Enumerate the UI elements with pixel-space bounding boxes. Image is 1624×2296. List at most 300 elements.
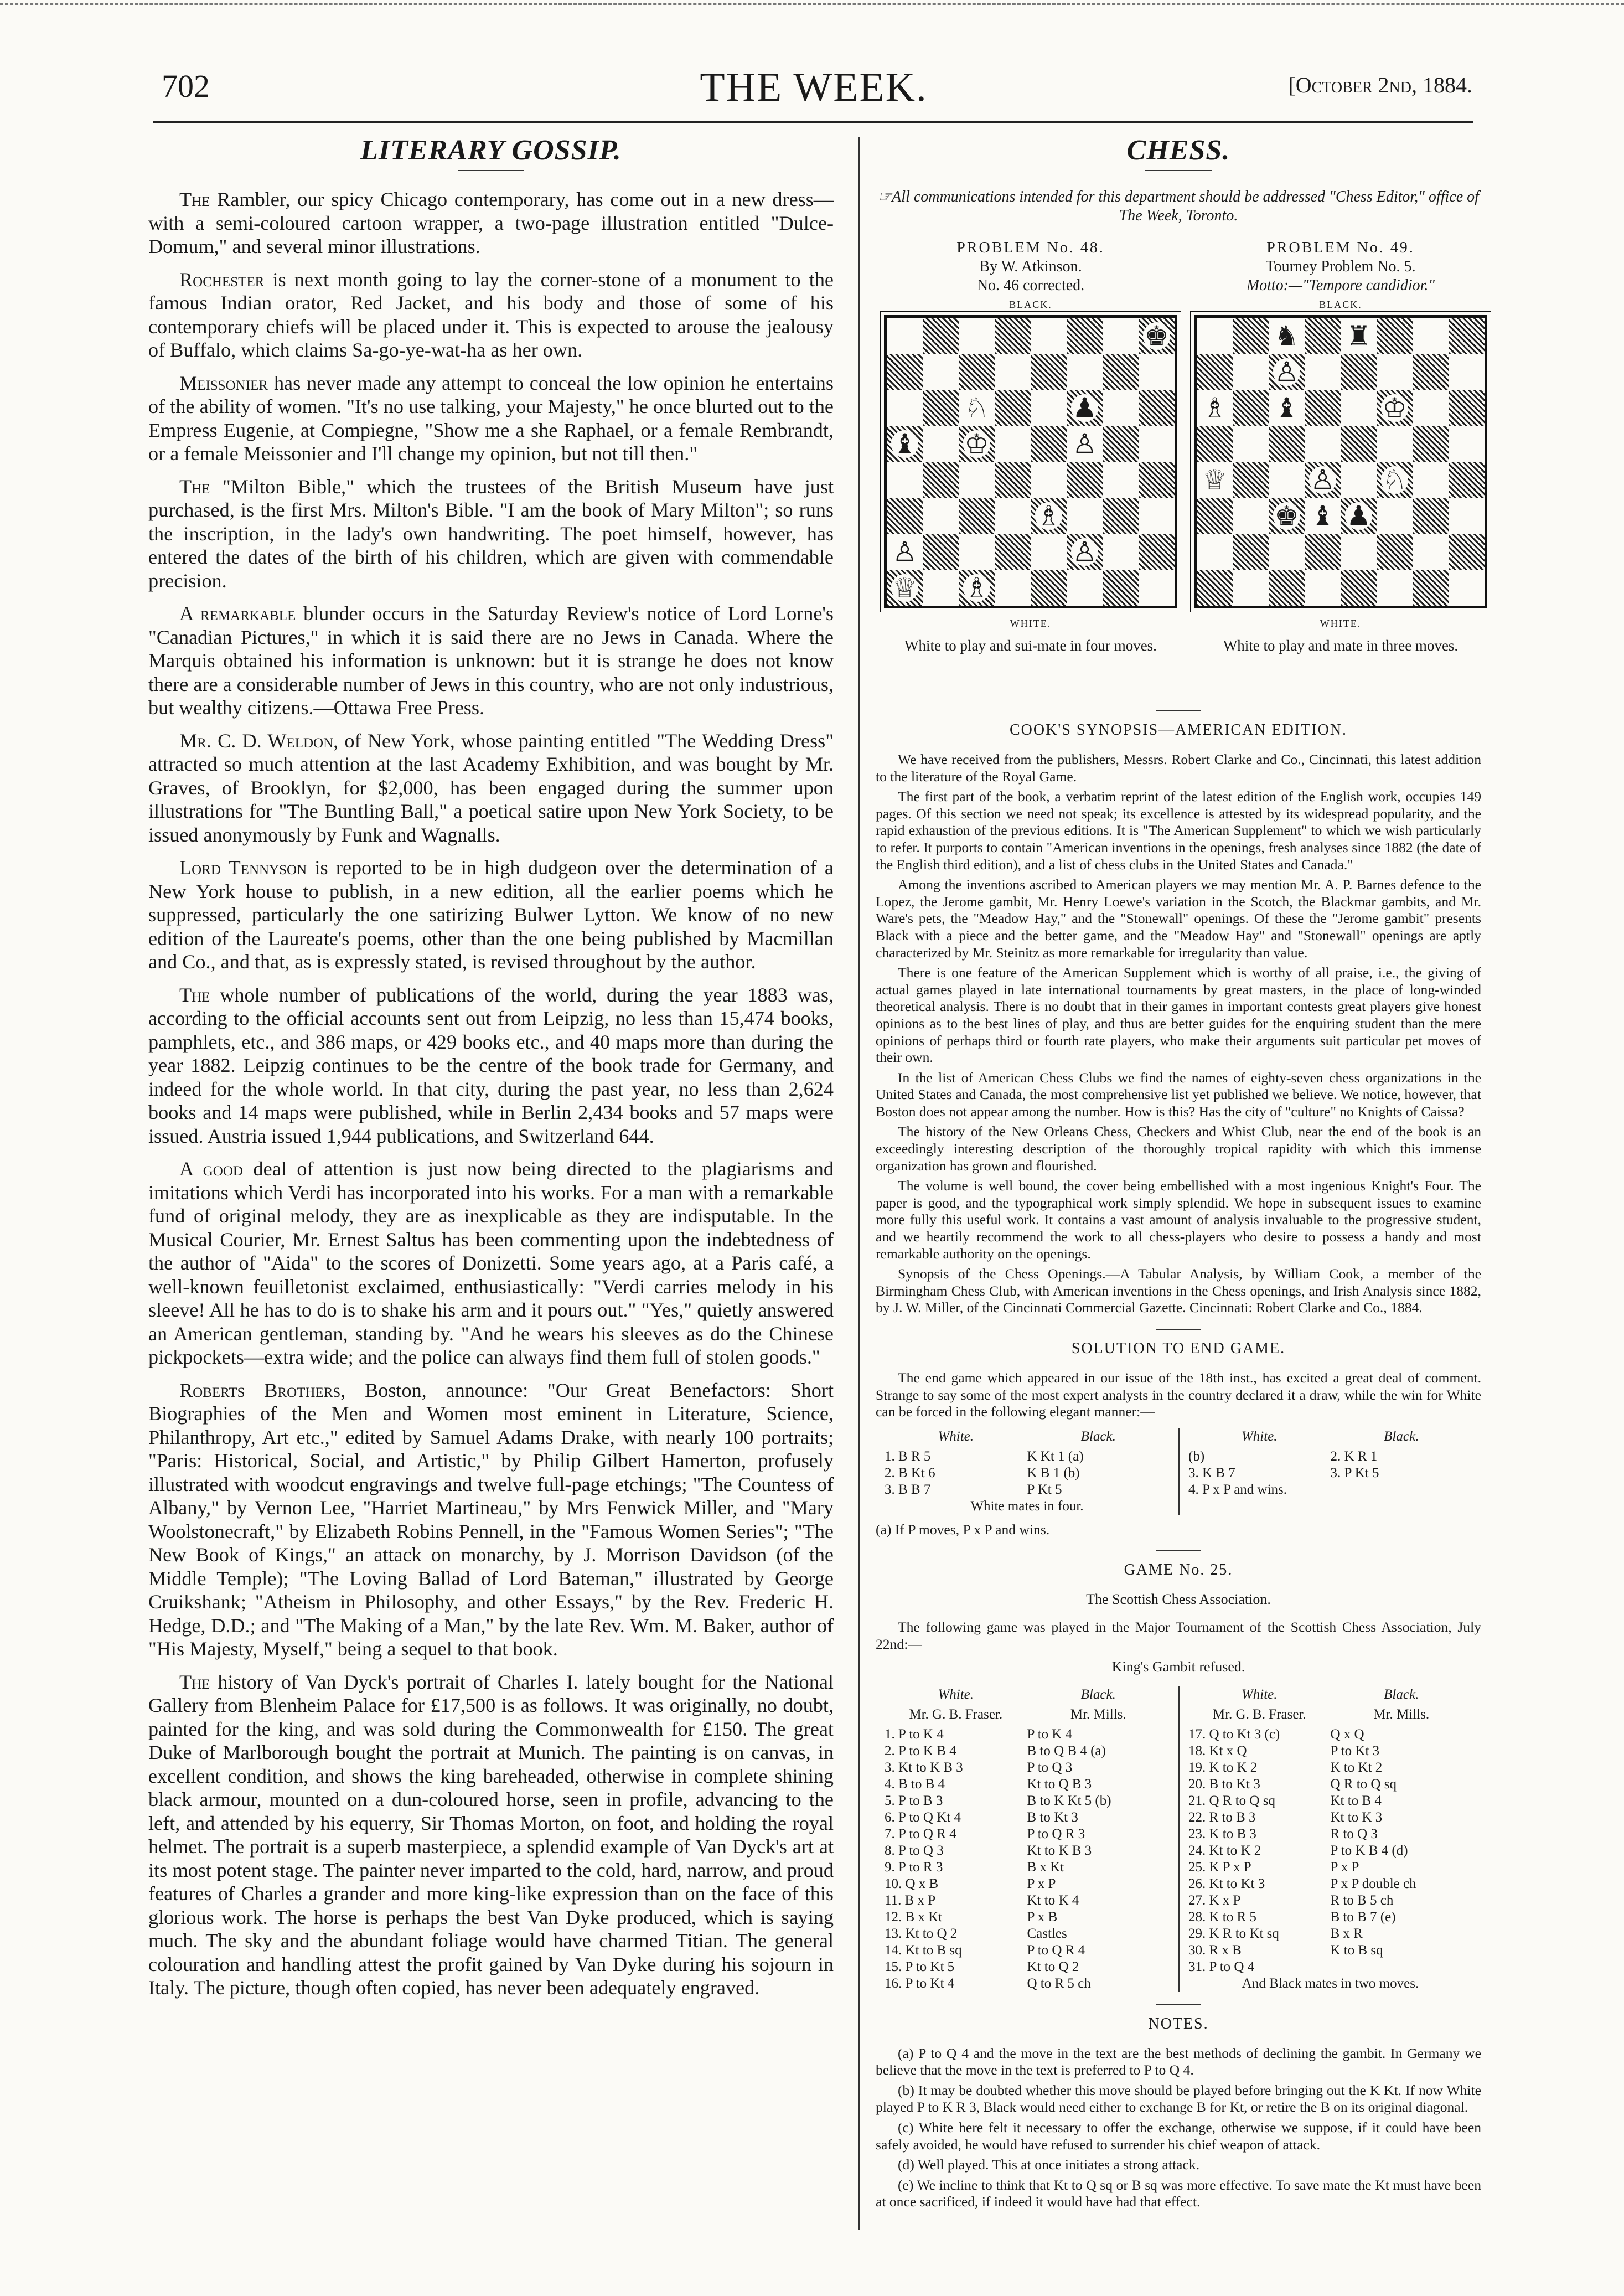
move-row [885,1726,1170,1743]
black-move: Q to R 5 ch [1027,1975,1091,1991]
table-header [885,1686,1170,1703]
board-square [1103,498,1139,534]
note-item: (e) We incline to think that Kt to Q sq or B sq was more effective. To save mate the Kt must have been at once sacrificed, if indeed it would have had that effect. [876,2176,1481,2210]
board-square [1449,390,1485,426]
chess-piece-icon [1377,390,1413,426]
move-row [885,1942,1170,1959]
board-square [1139,390,1175,426]
chess-piece-icon [1341,498,1377,534]
piece-glyph: ♙ [1310,463,1335,496]
piece-glyph: ♝ [1274,391,1299,424]
chess-piece-icon [887,534,923,570]
board-square [1413,534,1449,570]
move-row [885,1959,1170,1975]
board-square [1305,354,1341,390]
move-row [885,1843,1170,1859]
board-square [1031,318,1067,354]
white-move: 4. P x P and wins. [1188,1482,1287,1497]
gossip-paragraph [148,983,834,1148]
board-square [1103,426,1139,462]
move-row [885,1793,1170,1809]
white-move: 14. Kt to B sq [885,1942,962,1958]
paragraph-text: deal of attention is just now being directed to the plagiarisms and imitations which Verdi has incorporated into his works. For a man with a remarkable fund of original melody, they are as inexplicable as they are indisputable. In the Musical Courier, Mr. Ernest Saltus has been commenting upon the indebtedness of the author of "Aida" to the scores of Donizetti. Some years ago, at a Paris café, a well-known feuilletonist exclaimed, enthusiastically: "Verdi carries melody in his sleeve! All he has to do is to shake his arm and it pours out." "Yes," quietly answered an American gentleman, standing by. "And he wears his sleeves as do the Chinese pickpockets—extra wide; and the police can always find them full of stolen goods." [148,1158,834,1368]
cook-paragraph: The first part of the book, a verbatim reprint of the latest edition of the English work, occupies 149 pages. Of this section we need not speak; its excellence is attested by its widespread popularity, and the rapid exhaustion of the previous editions. It is "The American Supplement" to which we wish particularly to refer. It purports to contain "American inventions in the openings, fresh analyses since 1882 (the date of the English third edition), and a list of chess clubs in the United States and Canada." [876,788,1481,873]
black-move: R to Q 3 [1330,1826,1378,1841]
piece-glyph: ♙ [1072,427,1097,460]
chess-piece-icon [1269,390,1305,426]
piece-glyph: ♚ [1144,319,1169,352]
solution-heading: SOLUTION TO END GAME. [1071,1340,1286,1357]
note-item: (d) Well played. This at once initiates a strong attack. [898,2156,1199,2173]
white-move: 19. K to K 2 [1188,1760,1258,1775]
white-move: 30. R x B [1188,1942,1242,1958]
column-divider [858,137,860,2230]
black-move: B to Kt 3 [1027,1809,1078,1825]
piece-glyph: ♗ [1036,499,1061,532]
board-square [1233,570,1269,606]
piece-glyph: ♝ [1310,499,1335,532]
board-square [1233,498,1269,534]
move-row [1188,1482,1472,1498]
board-square [1341,354,1377,390]
piece-glyph: ♙ [1274,355,1299,388]
chess-piece-icon [887,570,923,606]
white-move: 13. Kt to Q 2 [885,1926,958,1941]
black-move: P to K B 4 (d) [1330,1843,1408,1858]
board-square [923,462,959,498]
move-row [885,1465,1170,1482]
game-end: And Black mates in two moves. [1242,1975,1419,1991]
black-move [1331,1482,1473,1498]
white-move: 25. K P x P [1188,1859,1251,1875]
white-move: 17. Q to Kt 3 (c) [1188,1726,1280,1742]
page-number: 702 [162,68,210,104]
black-move: K Kt 1 (a) [1027,1448,1084,1464]
piece-glyph: ♟ [1072,391,1097,424]
paragraph-lead: Mr. C. D. Weldon, [179,729,339,752]
white-header: White. [1241,1428,1278,1444]
problem-caption: White to play and sui-mate in four moves. [904,637,1157,654]
paragraph-lead: The [179,188,210,210]
move-row [1188,1760,1472,1776]
black-move: B x Kt [1027,1859,1064,1875]
solution-right [1178,1428,1481,1515]
black-label: BLACK. [1009,299,1052,310]
problem-title: PROBLEM No. 48. [956,239,1105,256]
piece-glyph: ♞ [1274,319,1299,352]
table-header [885,1428,1170,1445]
chess-piece-icon [1067,534,1103,570]
notes-list [876,2045,1481,2211]
gossip-paragraph [148,475,834,593]
board-square [923,426,959,462]
board-square [1269,534,1305,570]
gossip-paragraph [148,188,834,259]
piece-glyph: ♘ [1382,463,1407,496]
white-move: 3. Kt to K B 3 [885,1760,963,1775]
board-square [1139,462,1175,498]
chess-column [876,134,1481,2214]
note-item: (b) It may be doubted whether this move should be played before bringing out the K Kt. If now White played P to K R 3, Black would need either to exchange B for Kt, or retire the B on its original diagonal. [876,2082,1481,2116]
move-row [1188,1776,1472,1793]
chess-piece-icon [959,390,995,426]
board-square [1139,498,1175,534]
cook-paragraph: Synopsis of the Chess Openings.—A Tabular Analysis, by William Cook, a member of the Birmingham Chess Club, with American inventions in the Chess openings, and Irish Analysis since 1882, by J. W. Miller, of the Cincinnati Commercial Gazette. Cincinnati: Robert Clarke and Co., 1884. [876,1266,1481,1316]
move-row [885,1859,1170,1876]
black-move: Q x Q [1330,1726,1364,1742]
cook-paragraph: Among the inventions ascribed to American players we may mention Mr. A. P. Barnes defence to the Lopez, the Jerome gambit, Mr. Henry Loewe's variation in the Scotch, the Blackmar gambits, and Mr. Ware's pets, the "Meadow Hay," and the "Stonewall" openings. Of these the "Jerome gambit" presents Black with a piece and the better game, and the "Meadow Hay" and "Stonewall" openings are aptly characterized by Mr. Steinitz as more remarkable for irregularity than value. [876,876,1481,961]
board-square [1197,570,1233,606]
paragraph-text: blunder occurs in the Saturday Review's notice of Lord Lorne's "Canadian Pictures," in which it is said there are no Jews in Canada. Where the Marquis obtained his information is unknown: but it is strange he does not know there are a considerable number of Jews in this country, who are not only industrious, but wealthy citizens.—Ottawa Free Press. [148,602,834,719]
white-move: 6. P to Q Kt 4 [885,1809,961,1825]
board-square [995,462,1031,498]
board-square [923,570,959,606]
piece-glyph: ♘ [964,391,989,424]
cook-paragraph: In the list of American Chess Clubs we find the names of eighty-seven chess organizations in the United States and Canada, the most comprehensive list yet published we believe. We notice, however, that Boston does not appear among the number. How is this? Has the city of "culture" no Knights of Caissa? [876,1069,1481,1119]
piece-glyph: ♙ [892,535,917,568]
paragraph-text: has never made any attempt to conceal the low opinion he entertains of the ability of women. "It's no use talking, your Majesty," he once blurted out to the Empress Eugenie, at Compiegne, "Show me a she Raphael, or a female Rembrandt, or a female Meissonier and I'll change my opinion, but not till then." [148,372,834,465]
paragraph-lead: Lord Tennyson [179,857,307,879]
problem-caption: White to play and mate in three moves. [1223,637,1459,654]
cook-paragraphs [876,751,1481,1317]
move-row [885,1448,1170,1465]
piece-glyph: ♔ [1382,391,1407,424]
black-move [1331,1959,1473,1975]
black-move: P x B [1027,1909,1058,1924]
move-row [885,1975,1170,1992]
piece-glyph: ♕ [892,571,917,604]
black-move: Q R to Q sq [1330,1776,1397,1792]
piece-glyph: ♗ [1202,391,1227,424]
board-square [1305,318,1341,354]
game-right [1178,1686,1481,1992]
black-move: P x P double ch [1330,1876,1416,1891]
board-square [1377,354,1413,390]
black-player: Mr. Mills. [1070,1706,1126,1722]
chess-piece-icon [1067,390,1103,426]
board-square [1449,426,1485,462]
black-move: K B 1 (b) [1027,1465,1080,1480]
move-row [1188,1926,1472,1942]
paragraph-text: Boston, announce: "Our Great Benefactors: Short Biographies of the Men and Women most eminent in Literature, Science, Philanthropy, Art etc.," edited by Samuel Adams Drake, with nearly 100 portraits; "Paris: Historical, Social, and Artistic," by Philip Gilbert Hamerton, profusely illustrated with woodcut engravings and twelve full-page etchings; "The Countess of Albany," by Vernon Lee, "Harriet Martineau," by Mrs Fenwick Miller, and "Mary Woolstonecraft," by Elizabeth Robins Pennell, in the "Famous Women Series"; "The New Book of Kings," an attack on monarchy, by J. Morrison Davidson (of the Middle Temple); "The Loving Ballad of Lord Bateman," illustrated by George Cruikshank; "Atheism in Philosophy, and other Essays," by the Rev. Frederic H. Hedge, D.D.; and "The Making of a Man," by the late Rev. Wm. M. Baker, author of "His Majesty, Myself," being a sequel to that book. [148,1379,834,1660]
gossip-paragraph [148,602,834,720]
black-move: Kt to B 4 [1330,1793,1382,1808]
black-move: P x P [1330,1859,1359,1875]
board-square [1269,570,1305,606]
white-move: 2. B Kt 6 [885,1465,935,1480]
board-square [959,462,995,498]
black-move: B to Q B 4 (a) [1027,1743,1106,1758]
board-square [1341,390,1377,426]
board-square [1197,534,1233,570]
white-move: 31. P to Q 4 [1188,1959,1255,1974]
black-move: Kt to K B 3 [1027,1843,1092,1858]
board-square [1103,534,1139,570]
top-border [0,3,1624,5]
literary-gossip-column [148,134,834,2009]
board-square [1103,462,1139,498]
white-move: 18. Kt x Q [1188,1743,1247,1758]
piece-glyph: ♜ [1346,319,1371,352]
board-square [959,534,995,570]
move-row [1188,1876,1472,1892]
board-square [1233,318,1269,354]
board-square [995,498,1031,534]
gossip-paragraph [148,1157,834,1369]
gossip-paragraph [148,1670,834,2000]
move-row [1188,1843,1472,1859]
board-square [1413,462,1449,498]
cook-paragraph: The history of the New Orleans Chess, Checkers and Whist Club, near the end of the book is an exceedingly interesting description of the thoroughly tropical rapidity with which this immense organization has grown and flourished. [876,1123,1481,1174]
gossip-paragraph [148,1379,834,1661]
solution-moves [1188,1448,1472,1498]
board-square [923,534,959,570]
problem-title: PROBLEM No. 49. [1266,239,1415,256]
move-row [1188,1465,1472,1482]
divider-rule [1156,1550,1201,1551]
notes-heading: NOTES. [1148,2015,1209,2032]
white-move: 5. P to B 3 [885,1793,943,1808]
board-square [1103,570,1139,606]
chess-piece-icon [1031,498,1067,534]
address-note: ☞All communications intended for this department should be addressed "Chess Editor," office of The Week, Toronto. [878,188,1479,224]
white-move: 15. P to Kt 5 [885,1959,955,1974]
header-rule [153,121,1473,123]
game-intro: The following game was played in the Major Tournament of the Scottish Chess Association, July 22nd:— [876,1619,1481,1652]
board-square [923,498,959,534]
title-rule [458,170,524,171]
paragraph-text: whole number of publications of the world, during the year 1883 was, according to the official accounts sent out from Leipzig, no less than 15,474 books, pamphlets, etc., and 386 maps, or 429 books etc., and 40 maps more than during the year 1882. Leipzig continues to be the centre of the book trade for Germany, and indeed for the whole world. In that city, during the past year, no less than 2,624 books and 14 maps were published, while in Berlin 2,434 books and 57 maps were issued. Austria issued 1,944 publications, and Switzerland 644. [148,983,834,1147]
board-square [1233,426,1269,462]
white-move: 9. P to R 3 [885,1859,943,1875]
paragraph-lead: Roberts Brothers, [179,1379,346,1401]
white-move: 10. Q x B [885,1876,939,1891]
board-square [1377,498,1413,534]
divider-rule [1156,710,1201,711]
move-row [1188,1448,1472,1465]
board-square [1449,534,1485,570]
board-square [1449,318,1485,354]
black-move: 3. P Kt 5 [1330,1465,1379,1480]
paragraph-text: Rambler, our spicy Chicago contemporary, has come out in a new dress—with a semi-coloured cartoon wrapper, a two-page illustration entitled "Dulce-Domum," and several minor illustrations. [148,188,834,257]
board-square [1449,462,1485,498]
piece-glyph: ♔ [964,427,989,460]
paragraph-text: history of Van Dyck's portrait of Charles I. lately bought for the National Gallery from Blenheim Palace for £17,500 is as follows. It was originally, no doubt, painted for the king, and was sold during the Commonwealth for £150. The great Duke of Marlborough bought the portrait at Munich. The painting is on canvas, in excellent condition, and shows the king bareheaded, otherwise in complete shining black armour, mounted on a dun-coloured horse, seen in profile, advancing to the left, and attended by his equerry, Sir Thomas Morton, on foot, and holding the royal helmet. The portrait is a superb masterpiece, a splendid example of Van Dyck's art at its most potent stage. The painter never imparted to the cold, hard, narrow, and proud features of Charles a grander and more king-like expression than on the face of this glorious work. The horse is perhaps the best Van Dyke produced, which is saying much. The sky and the abundant foliage would have charmed Titian. The general colouration and handling attest the profit gained by Van Dyke during his sojourn in Italy. The picture, though often copied, has never been adequately engraved. [148,1670,834,1999]
board-square [1067,498,1103,534]
issue-date: [October 2nd, 1884. [1288,73,1472,97]
game-left [876,1686,1178,1992]
board-square [1233,390,1269,426]
paragraph-lead: A remarkable [179,602,296,625]
board-square [1413,390,1449,426]
white-move: 26. Kt to Kt 3 [1188,1876,1265,1891]
board-square [1341,570,1377,606]
white-move: 12. B x Kt [885,1909,943,1924]
white-header: White. [1241,1686,1278,1702]
chess-piece-icon [1305,462,1341,498]
board-square [995,354,1031,390]
chess-piece-icon [959,570,995,606]
solution-intro: The end game which appeared in our issue of the 18th inst., has excited a great deal of comment. Strange to say some of the most expert analysts in the country declared it a draw, while the win for White can be forced in the following elegant manner:— [876,1370,1481,1420]
piece-glyph: ♙ [1072,535,1097,568]
chess-piece-icon [887,426,923,462]
black-move: P x P [1027,1876,1056,1891]
chess-piece-icon [1139,318,1175,354]
game-moves [885,1726,1170,1992]
note-item: (c) White here felt it necessary to offer the exchange, otherwise we suppose, if it could have been safely avoided, he would have refused to surrender his chief weapon of attack. [876,2119,1481,2153]
black-move: K to B sq [1330,1942,1383,1958]
paragraph-lead: The [179,475,210,498]
cook-paragraph: The volume is well bound, the cover being embellished with a most ingenious Knight's Four. The paper is good, and the typographical work simply splendid. We hope in subsequent issues to examine more fully this useful work. It contains a vast amount of analysis invaluable to the progressive student, and we heartily recommend the work to all chess-players who desire to possess a handy and most remarkable authority on the openings. [876,1178,1481,1262]
move-row [1188,1809,1472,1826]
black-move: R to B 5 ch [1330,1892,1394,1908]
black-move: P to Q 3 [1027,1760,1073,1775]
paragraph-text: is next month going to lay the corner-stone of a monument to the famous Indian orator, Red Jacket, and his body and those of some of his contemporary chiefs will be placed under it. This is expected to arouse the jealousy of Buffalo, which claims Sa-go-ye-wat-ha as her own. [148,268,834,361]
board-square [1269,462,1305,498]
black-move: Kt to K 3 [1330,1809,1383,1825]
piece-glyph: ♝ [892,427,917,460]
move-row [1188,1726,1472,1743]
board-square [1449,570,1485,606]
board-square [1103,318,1139,354]
board-square [1139,534,1175,570]
chess-piece-icon [1067,426,1103,462]
problem-source: Tourney Problem No. 5. [1265,258,1416,275]
game-heading: GAME No. 25. [1124,1561,1233,1579]
solution-left [876,1428,1178,1515]
white-move: 23. K to B 3 [1188,1826,1256,1841]
move-row [885,1876,1170,1892]
move-row [885,1892,1170,1909]
piece-glyph: ♚ [1274,499,1299,532]
board-square [1197,354,1233,390]
move-row [885,1809,1170,1826]
black-move: B to B 7 (e) [1330,1909,1396,1924]
board-square [1305,534,1341,570]
white-move: 8. P to Q 3 [885,1843,944,1858]
chess-piece-icon [1197,390,1233,426]
black-move: P to Q R 4 [1027,1942,1085,1958]
chess-piece-icon [1305,498,1341,534]
board-square [1139,570,1175,606]
black-move: P to Kt 3 [1330,1743,1380,1758]
page-header [155,65,1472,117]
white-move: 1. P to K 4 [885,1726,944,1742]
gossip-paragraphs [148,188,834,2000]
solution-end: White mates in four. [970,1498,1084,1514]
black-move: Kt to Q 2 [1027,1959,1079,1974]
board-square [1413,426,1449,462]
board-square [995,426,1031,462]
move-row [885,1909,1170,1926]
piece-glyph: ♟ [1346,499,1371,532]
move-row [1188,1942,1472,1959]
move-row [885,1926,1170,1942]
board-square [923,354,959,390]
game-table [876,1686,1481,1992]
table-header [1188,1428,1472,1445]
solution-moves [885,1448,1170,1498]
paragraph-text: is reported to be in high dudgeon over the determination of a New York house to publish, in a new edition, all the earlier poems which he suppressed, particularly the one satirizing Bulwer Lytton. We know of no new edition of the Laureate's poems, other than the one being published by Macmillan and Co., and that, as is expressly stated, is revised throughout by the author. [148,857,834,973]
black-move: B x R [1330,1926,1363,1941]
black-move: P to Q R 3 [1027,1826,1085,1841]
board-square [959,498,995,534]
board-square [1377,534,1413,570]
board-square [1067,570,1103,606]
board-square [887,318,923,354]
board-square [1377,426,1413,462]
move-row [885,1482,1170,1498]
board-square [995,534,1031,570]
chess-board [1194,315,1487,608]
board-square [1305,390,1341,426]
board-square [995,570,1031,606]
publication-title: THE WEEK. [700,65,928,110]
move-row [1188,1959,1472,1975]
problem-author: By W. Atkinson. [979,258,1082,275]
paragraph-text: of New York, whose painting entitled "The Wedding Dress" attracted so much attention at the last Academy Exhibition, and was bought by Mr. Graves, of Brooklyn, for $2,000, has been engaged during the summer upon illustrations for "The Buntling Ball," a poetical satire upon New York Society, to be issued anonymously by Funk and Wagnalls. [148,729,834,846]
board-square [1233,354,1269,390]
move-row [885,1826,1170,1843]
gossip-paragraph [148,268,834,362]
move-row [1188,1909,1472,1926]
white-move: 29. K R to Kt sq [1188,1926,1279,1941]
board-square [1449,354,1485,390]
section-title: LITERARY GOSSIP. [360,135,622,166]
problem-note: No. 46 corrected. [976,277,1085,294]
white-move: 4. B to B 4 [885,1776,945,1792]
black-header: Black. [1384,1686,1419,1702]
board-square [1341,462,1377,498]
black-header: Black. [1080,1686,1116,1702]
board-square [995,390,1031,426]
player-names [1188,1706,1472,1723]
black-move: Kt to Q B 3 [1027,1776,1092,1792]
black-header: Black. [1384,1428,1419,1444]
move-row [1188,1826,1472,1843]
move-row [1188,1859,1472,1876]
board-square [1449,498,1485,534]
move-row [885,1743,1170,1760]
board-square [1031,534,1067,570]
black-move: P to K 4 [1027,1726,1073,1742]
board-square [1341,426,1377,462]
board-square [1341,534,1377,570]
white-move: 16. P to Kt 4 [885,1975,955,1991]
white-move: 27. K x P [1188,1892,1241,1908]
board-square [1103,390,1139,426]
board-square [1067,318,1103,354]
board-square [959,318,995,354]
board-square [1031,390,1067,426]
chess-piece-icon [1269,318,1305,354]
board-square [995,318,1031,354]
board-square [1031,462,1067,498]
title-rule [1145,170,1212,171]
board-square [923,390,959,426]
problems-row [876,239,1481,698]
player-names [885,1706,1170,1723]
chess-piece-icon [1377,462,1413,498]
paragraph-text: "Milton Bible," which the trustees of the British Museum have just purchased, is the first Mrs. Milton's Bible. "I am the book of Mary Milton"; so runs the inscription, in the lady's own handwriting. The poet himself, however, has entered the dates of the birth of his children, which are given with commendable precision. [148,475,834,592]
move-row [1188,1793,1472,1809]
problem-49 [1186,239,1496,655]
paragraph-lead: Rochester [179,268,265,291]
white-move: 2. P to K B 4 [885,1743,956,1758]
black-move: K to Kt 2 [1330,1760,1383,1775]
black-move: Castles [1027,1926,1067,1941]
solution-note: (a) If P moves, P x P and wins. [876,1521,1050,1537]
